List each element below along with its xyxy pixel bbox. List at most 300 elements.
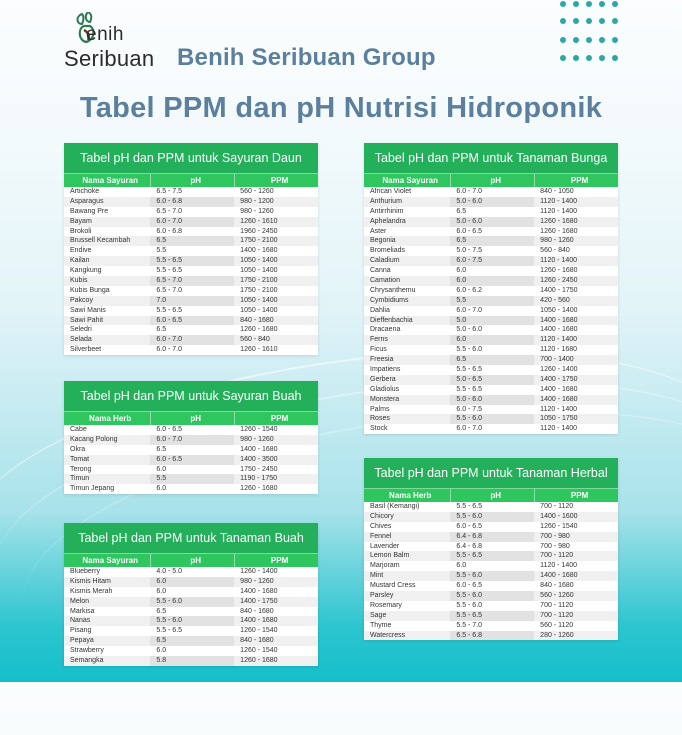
cell-plant-name: Sage bbox=[370, 611, 387, 619]
cell-ppm: 1260 - 1680 bbox=[240, 485, 278, 493]
cell-plant-name: Caladium bbox=[370, 257, 400, 265]
cell-ppm: 1260 - 1610 bbox=[240, 346, 278, 354]
cell-ph: 6.0 - 6.5 bbox=[150, 316, 234, 326]
cell-plant-name: Gerbera bbox=[370, 375, 396, 383]
cell-ph: 7.0 bbox=[150, 296, 234, 306]
cell-plant-name: Markisa bbox=[70, 607, 95, 615]
table-header bbox=[64, 553, 318, 567]
cell-plant-name: Kubis Bunga bbox=[70, 286, 110, 294]
cell-plant-name: Thyme bbox=[370, 621, 392, 629]
cell-ph: 6.0 - 7.0 bbox=[150, 217, 234, 227]
cell-ppm: 1260 - 2450 bbox=[540, 277, 578, 285]
column-header-ppm: PPM bbox=[534, 174, 618, 187]
cell-ppm: 1260 - 1680 bbox=[240, 326, 278, 334]
cell-ph: 6.0 - 7.0 bbox=[456, 188, 483, 195]
cell-ppm: 980 - 1200 bbox=[240, 197, 274, 205]
cell-ph: 5.0 - 7.5 bbox=[456, 247, 483, 255]
column-header-name: Nama Herb bbox=[89, 414, 132, 423]
cell-plant-name: Kismis Merah bbox=[70, 587, 113, 595]
table-row bbox=[64, 316, 318, 326]
table-row bbox=[364, 611, 618, 621]
column-header-ppm: PPM bbox=[534, 489, 618, 502]
cell-ph: 6.0 - 7.0 bbox=[150, 335, 234, 345]
cell-ppm: 1260 - 1400 bbox=[240, 568, 278, 575]
cell-ph: 6.0 - 7.0 bbox=[156, 346, 183, 354]
cell-ppm: 1260 - 1540 bbox=[240, 647, 278, 655]
cell-plant-name: Stock bbox=[370, 425, 388, 433]
cell-plant-name: Canna bbox=[370, 267, 391, 275]
table-row bbox=[64, 266, 318, 276]
cell-plant-name: Ficus bbox=[370, 346, 387, 354]
cell-ph: 5.5 - 6.0 bbox=[450, 591, 534, 601]
cell-ppm: 840 - 1680 bbox=[240, 316, 274, 324]
cell-ph: 5.5 - 6.5 bbox=[450, 551, 534, 561]
cell-plant-name: Chives bbox=[370, 522, 392, 530]
cell-ppm: 1260 - 1540 bbox=[240, 426, 278, 433]
cell-ppm: 1120 - 1400 bbox=[540, 336, 578, 344]
cell-ppm: 1050 - 1400 bbox=[240, 296, 278, 304]
table-body bbox=[364, 187, 618, 434]
cell-plant-name: Kacang Polong bbox=[70, 435, 118, 443]
cell-plant-name: Monstera bbox=[370, 395, 400, 403]
cell-ppm: 1050 - 1400 bbox=[240, 267, 278, 275]
cell-plant-name: Watercress bbox=[370, 631, 406, 639]
cell-ph: 5.0 - 6.0 bbox=[456, 326, 483, 334]
cell-ph: 6.0 bbox=[156, 485, 167, 493]
cell-plant-name: Lavender bbox=[370, 542, 400, 550]
cell-plant-name: Freesia bbox=[370, 356, 394, 364]
table-body bbox=[64, 187, 318, 355]
cell-ph: 6.0 - 6.2 bbox=[456, 286, 483, 294]
cell-plant-name: Cabe bbox=[70, 426, 87, 433]
table-row bbox=[64, 435, 318, 445]
table-row bbox=[364, 581, 618, 591]
cell-ppm: 700 - 980 bbox=[540, 532, 570, 540]
cell-ph: 6.5 - 7.0 bbox=[150, 276, 234, 286]
cell-ppm: 1050 - 1400 bbox=[240, 306, 278, 314]
column-header-ppm: PPM bbox=[234, 174, 318, 187]
table-row bbox=[64, 345, 318, 355]
cell-ph: 6.0 - 7.5 bbox=[456, 405, 483, 413]
cell-plant-name: Begonia bbox=[370, 237, 396, 245]
cell-ppm: 1120 - 1400 bbox=[540, 197, 578, 205]
cell-ph: 6.0 - 6.8 bbox=[150, 197, 234, 207]
cell-ppm: 980 - 1260 bbox=[240, 577, 274, 585]
cell-ppm: 1400 - 1680 bbox=[240, 617, 278, 625]
cell-plant-name: Bayam bbox=[70, 217, 92, 225]
cell-ph: 5.5 - 6.0 bbox=[150, 616, 234, 626]
cell-ppm: 1400 - 1680 bbox=[540, 385, 578, 393]
cell-ppm: 840 - 1050 bbox=[540, 188, 574, 195]
column-header-ppm: PPM bbox=[234, 554, 318, 567]
cell-plant-name: Anthurium bbox=[370, 197, 402, 205]
cell-ppm: 1400 - 1680 bbox=[240, 247, 278, 255]
table-row bbox=[364, 345, 618, 355]
table-row bbox=[364, 335, 618, 345]
cell-ph: 6.0 - 6.5 bbox=[456, 522, 483, 530]
table-row bbox=[64, 656, 318, 666]
cell-ppm: 1050 - 1400 bbox=[540, 306, 578, 314]
cell-ph: 5.5 - 6.0 bbox=[450, 571, 534, 581]
table-row bbox=[64, 246, 318, 256]
cell-plant-name: Pakcoy bbox=[70, 296, 93, 304]
table-title: Tabel pH dan PPM untuk Tanaman Buah bbox=[64, 523, 318, 553]
cell-ph: 6.0 bbox=[156, 465, 167, 473]
table-row bbox=[64, 227, 318, 237]
cell-ppm: 1190 - 1750 bbox=[240, 475, 278, 483]
cell-plant-name: Tomat bbox=[70, 455, 90, 463]
benih-seribuan-logo bbox=[64, 8, 164, 70]
table-row bbox=[364, 246, 618, 256]
cell-ppm: 1400 - 1680 bbox=[540, 316, 578, 324]
cell-plant-name: Gladiolus bbox=[370, 385, 400, 393]
cell-plant-name: Basil (Kemangi) bbox=[370, 503, 420, 510]
table-row bbox=[364, 532, 618, 542]
cell-plant-name: Pepaya bbox=[70, 637, 94, 645]
cell-plant-name: Dahlia bbox=[370, 306, 390, 314]
table-row bbox=[364, 207, 618, 217]
cell-ppm: 1260 - 1680 bbox=[540, 227, 578, 235]
table-row bbox=[64, 455, 318, 465]
cell-ppm: 1120 - 1400 bbox=[540, 207, 578, 215]
table-row bbox=[64, 187, 318, 197]
table-row bbox=[64, 445, 318, 455]
table-sayuran-daun bbox=[64, 143, 318, 355]
cell-ph: 5.0 bbox=[450, 316, 534, 326]
cell-ppm: 280 - 1260 bbox=[540, 631, 574, 639]
cell-plant-name: Endive bbox=[70, 247, 92, 255]
cell-ph: 5.5 - 6.0 bbox=[450, 414, 534, 424]
cell-ppm: 1260 - 1610 bbox=[240, 217, 278, 225]
table-row bbox=[364, 405, 618, 415]
cell-ph: 5.5 - 6.5 bbox=[456, 366, 483, 374]
table-row bbox=[364, 542, 618, 552]
table-row bbox=[364, 385, 618, 395]
cell-ppm: 1750 - 2100 bbox=[240, 277, 278, 285]
cell-ppm: 1260 - 1400 bbox=[540, 366, 578, 374]
table-row bbox=[64, 616, 318, 626]
table-row bbox=[64, 236, 318, 246]
table-body bbox=[364, 502, 618, 640]
cell-ppm: 560 - 1120 bbox=[540, 621, 574, 629]
cell-ph: 6.0 bbox=[150, 577, 234, 587]
cell-plant-name: Chrysanthemu bbox=[370, 286, 416, 294]
table-row bbox=[64, 626, 318, 636]
cell-plant-name: Okra bbox=[70, 445, 86, 453]
table-title: Tabel pH dan PPM untuk Tanaman Bunga bbox=[364, 143, 618, 173]
cell-ph: 6.5 bbox=[150, 236, 234, 246]
brand-name: Benih Seribuan Group bbox=[177, 44, 436, 71]
cell-ph: 6.0 - 7.0 bbox=[150, 435, 234, 445]
cell-ppm: 700 - 1120 bbox=[540, 552, 574, 560]
cell-ph: 5.5 - 6.0 bbox=[456, 601, 483, 609]
cell-ph: 5.5 - 6.5 bbox=[156, 267, 183, 275]
cell-plant-name: Impatiens bbox=[370, 366, 401, 374]
cell-ppm: 840 - 1680 bbox=[540, 582, 574, 590]
cell-plant-name: Artichoke bbox=[70, 188, 100, 195]
table-row bbox=[64, 567, 318, 577]
cell-ppm: 560 - 840 bbox=[240, 336, 270, 344]
cell-ppm: 700 - 1120 bbox=[540, 601, 574, 609]
table-row bbox=[364, 631, 618, 641]
cell-ppm: 1260 - 1680 bbox=[240, 657, 278, 665]
cell-plant-name: Pisang bbox=[70, 627, 92, 635]
cell-plant-name: Asparagus bbox=[70, 197, 104, 205]
cell-ppm: 560 - 840 bbox=[540, 247, 570, 255]
table-row bbox=[364, 414, 618, 424]
column-header-name: Nama Sayuran bbox=[382, 176, 438, 185]
cell-ph: 6.0 bbox=[156, 587, 167, 595]
table-row bbox=[64, 256, 318, 266]
cell-ph: 5.5 - 6.5 bbox=[450, 611, 534, 621]
table-sayuran-buah bbox=[64, 381, 318, 494]
cell-plant-name: Sawi Pahit bbox=[70, 316, 104, 324]
table-header bbox=[364, 173, 618, 187]
cell-ppm: 980 - 1260 bbox=[540, 237, 574, 245]
cell-ph: 6.5 bbox=[450, 355, 534, 365]
cell-plant-name: Sawi Manis bbox=[70, 306, 106, 314]
cell-ph: 5.0 - 6.0 bbox=[450, 217, 534, 227]
cell-ph: 5.0 - 6.0 bbox=[450, 197, 534, 207]
cell-ppm: 840 - 1680 bbox=[240, 637, 274, 645]
cell-ph: 6.4 - 6.8 bbox=[450, 532, 534, 542]
column-header-name: Nama Herb bbox=[389, 491, 432, 500]
table-body bbox=[64, 567, 318, 666]
cell-ppm: 1400 - 1750 bbox=[240, 597, 278, 605]
column-header-ph: pH bbox=[150, 412, 234, 425]
table-row bbox=[364, 187, 618, 197]
cell-ph: 5.5 - 6.5 bbox=[456, 385, 483, 393]
cell-ph: 5.5 - 6.5 bbox=[156, 306, 183, 314]
cell-ppm: 980 - 1260 bbox=[240, 435, 274, 443]
cell-plant-name: Timun Jepang bbox=[70, 485, 115, 493]
cell-ppm: 1050 - 1400 bbox=[240, 257, 278, 265]
cell-ppm: 700 - 1120 bbox=[540, 611, 574, 619]
cell-plant-name: Cymbidiums bbox=[370, 296, 409, 304]
column-header-ph: pH bbox=[450, 489, 534, 502]
cell-plant-name: Selada bbox=[70, 336, 92, 344]
cell-ppm: 1120 - 1400 bbox=[540, 562, 578, 570]
cell-ph: 6.5 bbox=[450, 236, 534, 246]
cell-ppm: 700 - 980 bbox=[540, 542, 570, 550]
cell-ph: 5.5 bbox=[156, 247, 167, 255]
table-row bbox=[364, 355, 618, 365]
cell-ppm: 980 - 1260 bbox=[240, 207, 274, 215]
cell-plant-name: Roses bbox=[370, 415, 390, 423]
cell-ppm: 1400 - 1680 bbox=[540, 395, 578, 403]
cell-plant-name: Antirrhinim bbox=[370, 207, 404, 215]
table-title: Tabel pH dan PPM untuk Tanaman Herbal bbox=[364, 458, 618, 488]
cell-ppm: 1120 - 1400 bbox=[540, 257, 578, 265]
cell-ppm: 1260 - 1680 bbox=[540, 267, 578, 275]
cell-ph: 5.5 - 6.0 bbox=[450, 512, 534, 522]
cell-ph: 6.5 bbox=[156, 326, 167, 334]
table-tanaman-herbal bbox=[364, 458, 618, 640]
cell-ppm: 1400 - 1680 bbox=[240, 445, 278, 453]
table-row bbox=[64, 587, 318, 597]
cell-plant-name: Lemon Balm bbox=[370, 552, 410, 560]
cell-ph: 6.0 - 6.5 bbox=[456, 582, 483, 590]
cell-plant-name: Melon bbox=[70, 597, 90, 605]
cell-plant-name: Aphelandra bbox=[370, 217, 406, 225]
table-row bbox=[364, 571, 618, 581]
cell-ph: 5.5 - 6.0 bbox=[456, 346, 483, 354]
cell-plant-name: Terong bbox=[70, 465, 92, 473]
cell-plant-name: Parsley bbox=[370, 592, 394, 600]
table-row bbox=[64, 306, 318, 316]
cell-ppm: 1260 - 1540 bbox=[540, 522, 578, 530]
cell-ppm: 1260 - 1680 bbox=[540, 217, 578, 225]
cell-ph: 6.0 bbox=[450, 276, 534, 286]
table-row bbox=[364, 375, 618, 385]
cell-ppm: 1400 - 1680 bbox=[240, 587, 278, 595]
cell-plant-name: Blueberry bbox=[70, 568, 100, 575]
cell-ph: 6.0 - 6.5 bbox=[150, 455, 234, 465]
table-tanaman-buah bbox=[64, 523, 318, 666]
cell-plant-name: Semangka bbox=[70, 657, 104, 665]
table-row bbox=[64, 197, 318, 207]
cell-ppm: 1400 - 1750 bbox=[540, 286, 578, 294]
table-body bbox=[64, 425, 318, 494]
table-row bbox=[64, 577, 318, 587]
cell-ph: 6.5 bbox=[456, 207, 467, 215]
cell-ppm: 560 - 1260 bbox=[240, 188, 274, 195]
cell-plant-name: Aster bbox=[370, 227, 387, 235]
cell-ph: 4.0 - 5.0 bbox=[156, 568, 183, 575]
cell-plant-name: Mustard Cress bbox=[370, 582, 416, 590]
cell-ppm: 1400 - 1750 bbox=[540, 375, 578, 383]
table-row bbox=[64, 465, 318, 475]
cell-ppm: 1120 - 1400 bbox=[540, 425, 578, 433]
column-header-name: Nama Sayuran bbox=[82, 176, 138, 185]
table-row bbox=[364, 365, 618, 375]
cell-plant-name: Ferns bbox=[370, 336, 388, 344]
cell-ppm: 1050 - 1750 bbox=[540, 415, 578, 423]
cell-plant-name: Silverbeet bbox=[70, 346, 102, 354]
table-row bbox=[64, 335, 318, 345]
logo-text-benih: enih bbox=[86, 24, 124, 45]
table-tanaman-bunga bbox=[364, 143, 618, 434]
table-row bbox=[64, 646, 318, 656]
cell-ph: 6.0 - 6.5 bbox=[156, 426, 183, 433]
cell-plant-name: Camation bbox=[370, 277, 400, 285]
cell-plant-name: Nanas bbox=[70, 617, 91, 625]
table-row bbox=[364, 512, 618, 522]
cell-plant-name: Bromeliads bbox=[370, 247, 406, 255]
cell-ppm: 1260 - 1540 bbox=[240, 627, 278, 635]
cell-plant-name: Strawberry bbox=[70, 647, 104, 655]
cell-ppm: 1400 - 1680 bbox=[540, 326, 578, 334]
cell-ppm: 1400 - 1600 bbox=[540, 512, 578, 520]
cell-plant-name: Kismis Hitam bbox=[70, 577, 111, 585]
cell-ph: 6.5 bbox=[150, 636, 234, 646]
cell-plant-name: Timun bbox=[70, 475, 90, 483]
cell-plant-name: Bawang Pre bbox=[70, 207, 109, 215]
table-row bbox=[364, 424, 618, 434]
table-title: Tabel pH dan PPM untuk Sayuran Buah bbox=[64, 381, 318, 411]
column-header-ph: pH bbox=[150, 554, 234, 567]
cell-ph: 6.0 bbox=[450, 335, 534, 345]
cell-ph: 5.5 - 6.5 bbox=[456, 503, 483, 510]
cell-plant-name: Kailan bbox=[70, 257, 90, 265]
cell-ppm: 1750 - 2100 bbox=[240, 286, 278, 294]
cell-ph: 5.5 - 6.5 bbox=[150, 256, 234, 266]
cell-plant-name: Marjoram bbox=[370, 562, 400, 570]
table-row bbox=[64, 607, 318, 617]
cell-ppm: 1120 - 1400 bbox=[540, 405, 578, 413]
column-header-ph: pH bbox=[450, 174, 534, 187]
cell-ppm: 420 - 560 bbox=[540, 296, 570, 304]
table-row bbox=[364, 502, 618, 512]
column-header-ph: pH bbox=[150, 174, 234, 187]
table-row bbox=[64, 474, 318, 484]
cell-ph: 6.0 - 7.0 bbox=[456, 306, 483, 314]
cell-plant-name: Kangkung bbox=[70, 267, 102, 275]
cell-plant-name: Palms bbox=[370, 405, 390, 413]
cell-ppm: 560 - 1260 bbox=[540, 592, 574, 600]
table-row bbox=[364, 256, 618, 266]
cell-ppm: 1400 - 1680 bbox=[540, 572, 578, 580]
cell-ppm: 1750 - 2450 bbox=[240, 465, 278, 473]
cell-ph: 6.5 - 6.8 bbox=[450, 631, 534, 641]
cell-ph: 6.0 - 7.5 bbox=[450, 256, 534, 266]
cell-ppm: 1400 - 3500 bbox=[240, 455, 278, 463]
table-row bbox=[364, 227, 618, 237]
cell-ppm: 1750 - 2100 bbox=[240, 237, 278, 245]
cell-ppm: 700 - 1120 bbox=[540, 503, 574, 510]
table-row bbox=[64, 296, 318, 306]
table-row bbox=[64, 484, 318, 494]
table-row bbox=[364, 316, 618, 326]
cell-ph: 5.0 - 6.0 bbox=[450, 395, 534, 405]
cell-ph: 6.5 bbox=[156, 607, 167, 615]
table-title: Tabel pH dan PPM untuk Sayuran Daun bbox=[64, 143, 318, 173]
table-row bbox=[64, 636, 318, 646]
cell-ph: 6.5 - 7.0 bbox=[156, 286, 183, 294]
column-header-ppm: PPM bbox=[234, 412, 318, 425]
cell-ph: 6.0 - 7.0 bbox=[456, 425, 483, 433]
cell-ph: 6.5 - 7.0 bbox=[156, 207, 183, 215]
table-row bbox=[364, 296, 618, 306]
cell-plant-name: Kubis bbox=[70, 277, 88, 285]
cell-plant-name: Seledri bbox=[70, 326, 92, 334]
table-row bbox=[364, 551, 618, 561]
cell-ppm: 1120 - 1680 bbox=[540, 346, 578, 354]
cell-ppm: 700 - 1400 bbox=[540, 356, 574, 364]
decorative-dot-grid bbox=[558, 0, 636, 64]
cell-plant-name: African Violet bbox=[370, 188, 412, 195]
cell-ph: 5.0 - 6.5 bbox=[450, 375, 534, 385]
table-row bbox=[64, 325, 318, 335]
table-row bbox=[364, 325, 618, 335]
table-row bbox=[364, 395, 618, 405]
cell-ph: 6.0 bbox=[456, 267, 467, 275]
cell-ph: 5.5 bbox=[450, 296, 534, 306]
table-row bbox=[364, 601, 618, 611]
cell-plant-name: Fennel bbox=[370, 532, 392, 540]
cell-ph: 6.0 - 6.5 bbox=[456, 227, 483, 235]
table-row bbox=[64, 425, 318, 435]
logo-text-seribuan: Seribuan bbox=[64, 46, 155, 71]
table-row bbox=[364, 236, 618, 246]
cell-ph: 6.0 bbox=[156, 647, 167, 655]
table-row bbox=[364, 306, 618, 316]
cell-plant-name: Dieffenbachia bbox=[370, 316, 413, 324]
cell-ph: 5.5 - 6.0 bbox=[150, 597, 234, 607]
table-row bbox=[364, 522, 618, 532]
cell-ph: 5.5 bbox=[150, 474, 234, 484]
cell-ph: 6.5 bbox=[156, 445, 167, 453]
